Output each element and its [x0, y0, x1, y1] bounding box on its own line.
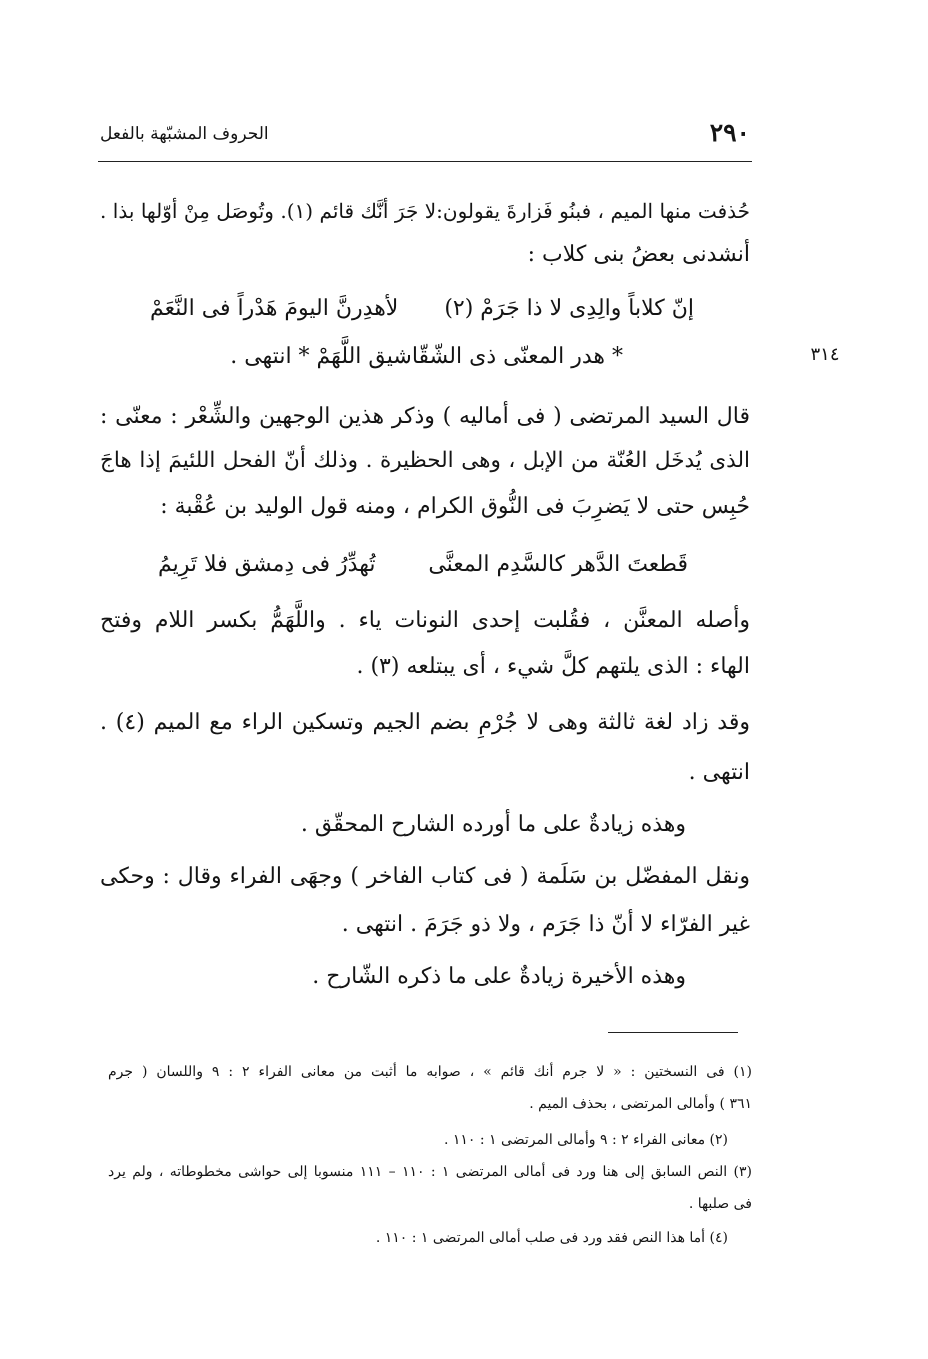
text-line-7: الهاء : الذى يلتهم كلَّ شيء ، أى يبتلعه (٣) .	[356, 654, 750, 679]
text-line-9: انتهى .	[688, 760, 750, 785]
footnote-4: (٤) أما هذا النص فقد ورد فى صلب أمالى المرتضى ١ : ١١٠ .	[375, 1230, 728, 1246]
footnote-3-line-2: فى صلبها .	[688, 1196, 752, 1212]
text-line-2: أنشدنى بعضُ بنى كلاب :	[527, 242, 750, 267]
text-line-4: الذى يُدخَل العُنّة من الإبل ، وهى الحظيرة . وذلك أنّ الفحل اللئيمَ إذا هاجَ	[100, 448, 750, 473]
text-line-3: قال السيد المرتضى ( فى أماليه ) وذكر هذين الوجهين والشِّعْر : معنّى :	[100, 404, 750, 429]
footnote-2: (٢) معانى الفراء ٢ : ٩ وأمالى المرتضى ١ : ١١٠ .	[443, 1132, 728, 1148]
header-rule	[98, 161, 752, 162]
text-line-10: وهذه زيادةٌ على ما أورده الشارح المحقّق .	[300, 812, 686, 837]
margin-reference-number: ٣١٤	[810, 344, 840, 365]
running-title: الحروف المشبّهة بالفعل	[100, 124, 269, 144]
footnote-rule	[608, 1032, 738, 1033]
text-line-12: غير الفرّاء لا أنّ ذا جَرَم ، ولا ذو جَرَمَ . انتهى .	[341, 912, 750, 937]
verse-2-first-hemistich: قَطعتَ الدَّهر كالسَّدِم المعنَّى	[428, 552, 688, 577]
text-line-1: حُذفت منها الميم ، فبنُو فَزارةَ يقولون:لا جَرَ أنَّك قائم (١). وتُوصَل مِنْ أوّلها بذا .	[100, 199, 750, 223]
footnote-3-line-1: (٣) النص السابق إلى هنا ورد فى أمالى المرتضى ١ : ١١٠ – ١١١ منسوبا إلى حواشى مخطوطاته ، ولم يرد	[108, 1164, 752, 1180]
text-line-5: حُبِس حتى لا يَضرِبَ فى النُّوق الكرام ، ومنه قول الوليد بن عُقْبة :	[160, 494, 750, 519]
text-line-6: وأصله المعنَّن ، فقُلبت إحدى النونات ياء . واللَّهَمُّ بكسر اللام وفتح	[100, 608, 750, 633]
verse-2-second-hemistich: تُهدِّرُ فى دِمشق فلا تَرِيمُ	[158, 552, 376, 577]
text-line-13: وهذه الأخيرة زيادةٌ على ما ذكره الشّارح .	[312, 964, 686, 989]
verse-1-first-hemistich: إنّ كلاباً والِدِى لا ذا جَرَمْ (٢)	[444, 296, 694, 321]
page-number: ٢٩٠	[709, 118, 750, 147]
verse-1-second-hemistich: لأهدِرنَّ اليومَ هَدْراً فى النَّعَمْ	[150, 296, 399, 321]
text-line-8: وقد زاد لغة ثالثة وهى لا جُرْمِ بضم الجيم وتسكين الراء مع الميم (٤) .	[100, 710, 750, 735]
page-header	[100, 118, 750, 154]
text-line-11: ونقل المفضّل بن سَلَمة ( فى كتاب الفاخر ) وجهَى الفراء وقال : وحكى	[100, 864, 750, 889]
footnote-1-line-2: ٣٦١ ) وأمالى المرتضى ، بحذف الميم .	[529, 1096, 752, 1112]
footnote-1-line-1: (١) فى النسختين : « لا جرم أنك قائم » ، صوابه ما أثبت من معانى الفراء ٢ : ٩ واللسان ( جرم	[108, 1064, 753, 1080]
verse-1-continuation: * هدر المعنّى ذى الشّقّاشيق اللَّهَمْ * انتهى .	[230, 344, 623, 369]
